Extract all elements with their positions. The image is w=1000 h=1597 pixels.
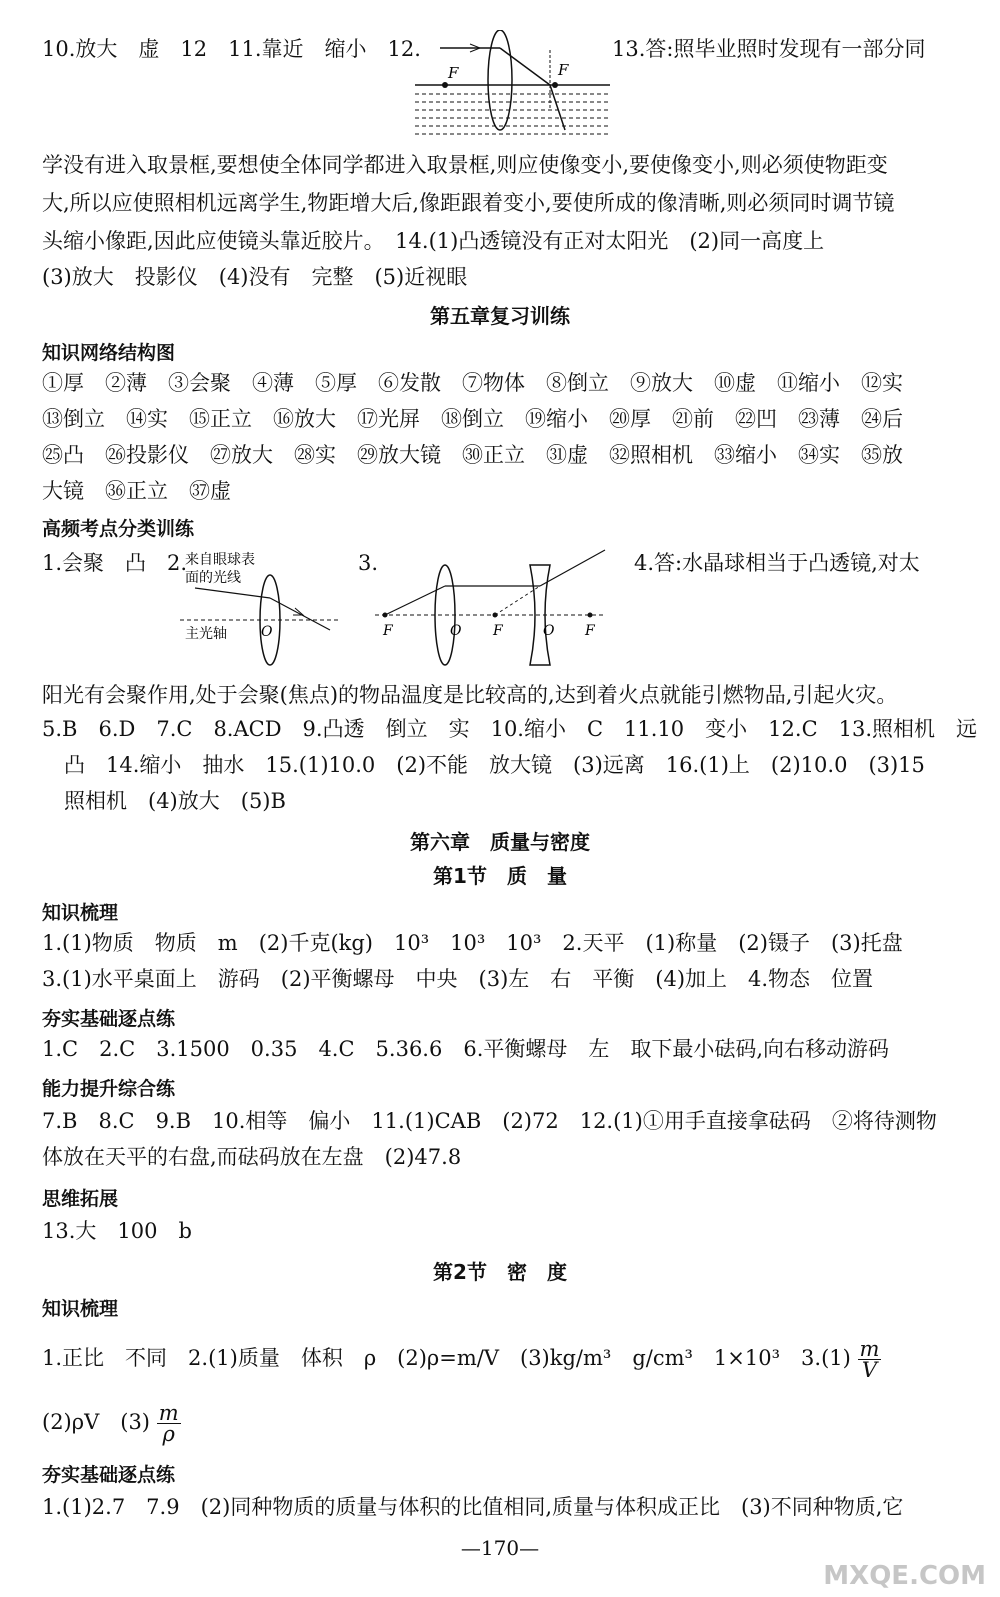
answer-line: 学没有进入取景框,要想使全体同学都进入取景框,则应使像变小,要使像变小,则必须使物距变	[42, 153, 888, 177]
refraction-figure	[410, 30, 610, 142]
subsection-heading: 高频考点分类训练	[42, 518, 195, 540]
answer-line: 1.(1)物质 物质 m (2)千克(kg) 10³ 10³ 10³ 2.天平 (1)称量 (2)镊子 (3)托盘	[42, 931, 903, 955]
fraction: $\frac{m}{V}$	[859, 1337, 880, 1382]
answer-line: 头缩小像距,因此应使镜头靠近胶片。 14.(1)凸透镜没有正对太阳光 (2)同一高度上	[42, 229, 825, 253]
answer-line: 体放在天平的右盘,而砝码放在左盘 (2)47.8	[42, 1145, 462, 1169]
section-title: 第1节 质 量	[433, 864, 567, 888]
answer-line: 凸 14.缩小 抽水 15.(1)10.0 (2)不能 放大镜 (3)远离 16.(1)上 (2)10.0 (3)15	[64, 753, 925, 777]
chapter-title: 第六章 质量与密度	[410, 830, 590, 854]
focus-label: F	[558, 61, 569, 79]
subsection-heading: 知识梳理	[42, 902, 119, 924]
answer-line: ⑬倒立 ⑭实 ⑮正立 ⑯放大 ⑰光屏 ⑱倒立 ⑲缩小 ⑳厚 ㉑前 ㉒凹 ㉓薄 ㉔后	[42, 407, 903, 431]
answer-line: 10.放大 虚 12 11.靠近 缩小 12.	[42, 37, 421, 61]
fraction: $\frac{m}{\rho}$	[158, 1401, 179, 1446]
answer-line: 1.正比 不同 2.(1)质量 体积 ρ (2)ρ=m/V (3)kg/m³ g/cm³ 1×10³ 3.(1) $\frac{m}{V}$	[42, 1337, 880, 1382]
subsection-heading: 知识网络结构图	[42, 342, 176, 364]
answer-line: 4.答:水晶球相当于凸透镜,对太	[634, 551, 920, 575]
answer-line: 大,所以应使照相机远离学生,物距增大后,像距跟着变小,要使所成的像清晰,则必须同时调节镜	[42, 191, 895, 215]
section-title: 第2节 密 度	[433, 1260, 567, 1284]
svg-text:F: F	[383, 623, 393, 639]
svg-text:来自眼球表: 来自眼球表	[185, 552, 255, 568]
svg-text:O: O	[543, 623, 555, 639]
answer-line: (2)ρV (3) $\frac{m}{\rho}$	[42, 1401, 179, 1446]
subsection-heading: 思维拓展	[42, 1188, 119, 1210]
svg-text:面的光线: 面的光线	[185, 570, 241, 586]
subsection-heading: 夯实基础逐点练	[42, 1008, 176, 1030]
answer-line: 13.大 100 b	[42, 1219, 192, 1243]
svg-text:F: F	[493, 623, 503, 639]
svg-text:F: F	[585, 623, 595, 639]
answer-line: 1.会聚 凸 2.	[42, 551, 188, 575]
answer-line: 3.(1)水平桌面上 游码 (2)平衡螺母 中央 (3)左 右 平衡 (4)加上 4.物态 位置	[42, 967, 874, 991]
subsection-heading: 能力提升综合练	[42, 1078, 176, 1100]
svg-text:主光轴: 主光轴	[185, 626, 227, 642]
answer-line: ①厚 ②薄 ③会聚 ④薄 ⑤厚 ⑥发散 ⑦物体 ⑧倒立 ⑨放大 ⑩虚 ⑪缩小 ⑫实	[42, 371, 903, 395]
answer-line: 5.B 6.D 7.C 8.ACD 9.凸透 倒立 实 10.缩小 C 11.10 变小 12.C 13.照相机 远	[42, 717, 978, 741]
svg-text:O: O	[261, 624, 273, 640]
answer-line: 阳光有会聚作用,处于会聚(焦点)的物品温度是比较高的,达到着火点就能引燃物品,引起火灾。	[42, 683, 898, 707]
section-title: 第五章复习训练	[430, 304, 570, 328]
answer-line: 7.B 8.C 9.B 10.相等 偏小 11.(1)CAB (2)72 12.(1)①用手直接拿砝码 ②将待测物	[42, 1109, 937, 1133]
answer-line: ㉕凸 ㉖投影仪 ㉗放大 ㉘实 ㉙放大镜 ㉚正立 ㉛虚 ㉜照相机 ㉝缩小 ㉞实 ㉟放	[42, 443, 903, 467]
focus-label: F	[448, 64, 459, 82]
page-number: —170—	[460, 1536, 540, 1560]
watermark: MXQE.COM	[823, 1561, 986, 1591]
lens-combination-figure	[375, 540, 615, 670]
svg-text:O: O	[450, 623, 462, 639]
answer-line: 1.(1)2.7 7.9 (2)同种物质的质量与体积的比值相同,质量与体积成正比 (3)不同种物质,它	[42, 1495, 904, 1519]
answer-line: 13.答:照毕业照时发现有一部分同	[612, 37, 926, 61]
answer-line: 照相机 (4)放大 (5)B	[64, 789, 286, 813]
subsection-heading: 夯实基础逐点练	[42, 1464, 176, 1486]
answer-line: 3.	[358, 551, 379, 575]
answer-line: 1.C 2.C 3.1500 0.35 4.C 5.36.6 6.平衡螺母 左 取下最小砝码,向右移动游码	[42, 1037, 890, 1061]
answer-line: (3)放大 投影仪 (4)没有 完整 (5)近视眼	[42, 265, 468, 289]
eye-lens-figure	[175, 548, 350, 668]
subsection-heading: 知识梳理	[42, 1298, 119, 1320]
answer-line: 大镜 ㊱正立 ㊲虚	[42, 479, 231, 503]
